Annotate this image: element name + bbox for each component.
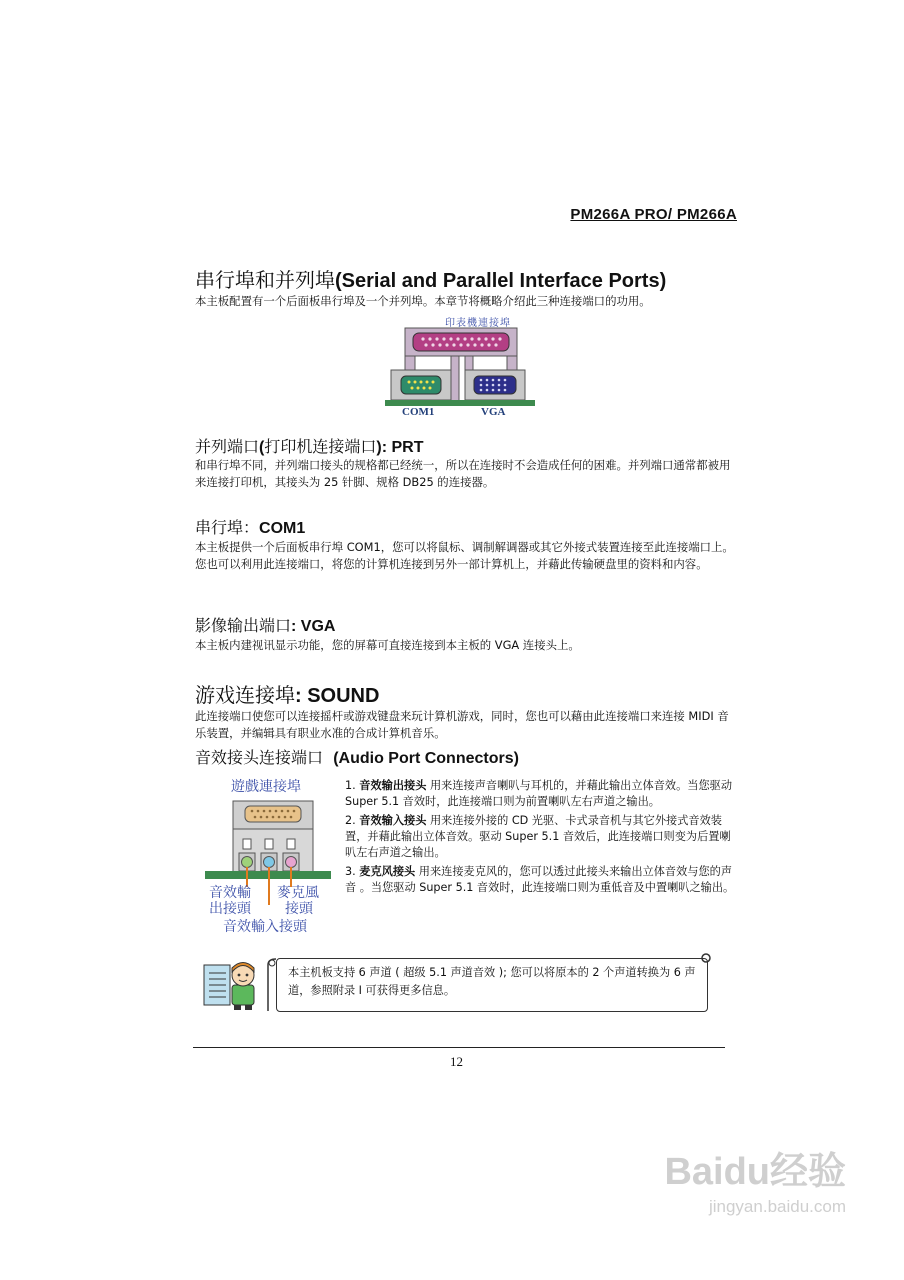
note-cartoon [202,955,266,1011]
ports-diagram [385,314,535,420]
audio-item-1-title: 音效输出接头 [359,779,427,792]
page-number: 12 [450,1054,463,1069]
section-serial-title [195,264,666,293]
section-prt-title-cn2: 打印机连接端口 [264,437,377,456]
audio-item-1 [345,778,740,810]
scroll-curl-right-icon [700,950,712,964]
reading-boy-icon [202,955,266,1011]
section-sound-title-cn: 游戏连接埠 [195,683,295,707]
mic-label-1: 麥克風 [277,885,319,901]
section-vga-title-en: : VGA [291,618,336,635]
section-vga-title-cn: 影像输出端口 [195,616,292,635]
section-prt-title-en: ): PRT [376,439,424,456]
section-sound-body: 此连接端口使您可以连接摇杆或游戏键盘来玩计算机游戏，同时，您也可以藉由此连接端口来连接 MIDI 音乐装置，并编辑具有职业水准的合成计算机音乐。 [195,709,729,740]
game-port-label: 遊戲連接埠 [231,779,301,795]
section-audio-title-cn: 音效接头连接端口 [195,748,324,767]
section-vga-body: 本主板内建视讯显示功能，您的屏幕可直接连接到本主板的 VGA 连接头上。 [195,638,580,652]
vga-label: VGA [481,406,506,418]
section-serial-title-en: (Serial and Parallel Interface Ports) [335,270,667,292]
audio-item-3 [345,864,740,896]
watermark-url: jingyan.baidu.com [708,1197,846,1216]
mic-label-2: 接頭 [285,901,313,917]
com1-label: COM1 [402,406,435,418]
audio-item-3-text: 用来连接麦克风的，您可以透过此接头来输出立体音效与您的声音 。当您驱动 Super 5.1 音效时，此连接端口则为重低音及中置喇叭之输出。 [345,865,735,894]
audio-item-3-title: 麦克风接头 [359,865,416,878]
section-com-title [195,515,305,538]
audio-item-2-num: 2. [345,814,356,827]
audio-item-2-title: 音效输入接头 [359,814,427,827]
section-vga-title [195,613,335,636]
audio-item-3-num: 3. [345,865,356,878]
section-prt-title-paren: ( [259,439,265,456]
section-prt-title-cn: 并列端口 [195,437,260,456]
audio-item-1-text: 用来连接声音喇叭与耳机的，并藉此输出立体音效。当您驱动 Super 5.1 音效时，此连接端口则为前置喇叭左右声道之输出。 [345,779,733,808]
section-com-body: 本主板提供一个后面板串行埠 COM1，您可以将鼠标、调制解调器或其它外接式装置连接至此连接端口上。您也可以利用此连接端口，将您的计算机连接到另外一部计算机上，并藉此传输硬盘里的资料和内容。 [195,540,734,571]
footer-divider [193,1047,725,1048]
section-serial-intro: 本主板配置有一个后面板串行埠及一个并列埠。本章节将概略介绍此三种连接端口的功用。 [195,294,651,308]
audio-list [345,778,740,899]
section-prt-body: 和串行埠不同，并列端口接头的规格都已经统一，所以在连接时不会造成任何的困难。并列端口通常都被用来连接打印机，其接头为 25 针脚、规格 DB25 的连接器。 [195,458,731,489]
audio-item-1-num: 1. [345,779,356,792]
line-out-label-1: 音效輸 [209,885,251,901]
section-audio-title-en: (Audio Port Connectors) [333,750,519,767]
section-prt-title [195,434,423,457]
line-in-label: 音效輸入接頭 [223,919,307,935]
header-model: PM266A PRO/ PM266A [570,206,737,223]
audio-diagram [205,775,335,940]
section-audio-title [195,745,519,768]
section-sound-title [195,679,379,708]
section-sound-title-en: : SOUND [295,685,380,707]
note-text: 本主机板支持 6 声道 ( 超级 5.1 声道音效 ); 您可以将原本的 2 个声道转换为 6 声道，参照附录 I 可获得更多信息。 [288,966,696,997]
audio-item-2 [345,813,740,861]
scroll-curl-left-icon [266,957,278,1013]
line-out-label-2: 出接頭 [209,901,251,917]
section-com-title-cn: 串行埠： [195,518,260,537]
baidu-watermark [664,1152,846,1218]
audio-item-2-text: 用来连接外接的 CD 光驱、卡式录音机与其它外接式音效装置，并藉此输出立体音效。驱动 Super 5.1 音效后，此连接端口则变为后置喇叭左右声道之输出。 [345,814,731,859]
section-serial-title-cn: 串行埠和并列埠 [195,268,335,292]
watermark-brand: Baidu经验 [664,1151,846,1193]
section-com-title-en: COM1 [259,520,306,537]
printer-port-label: 印表機連接埠 [445,318,511,329]
